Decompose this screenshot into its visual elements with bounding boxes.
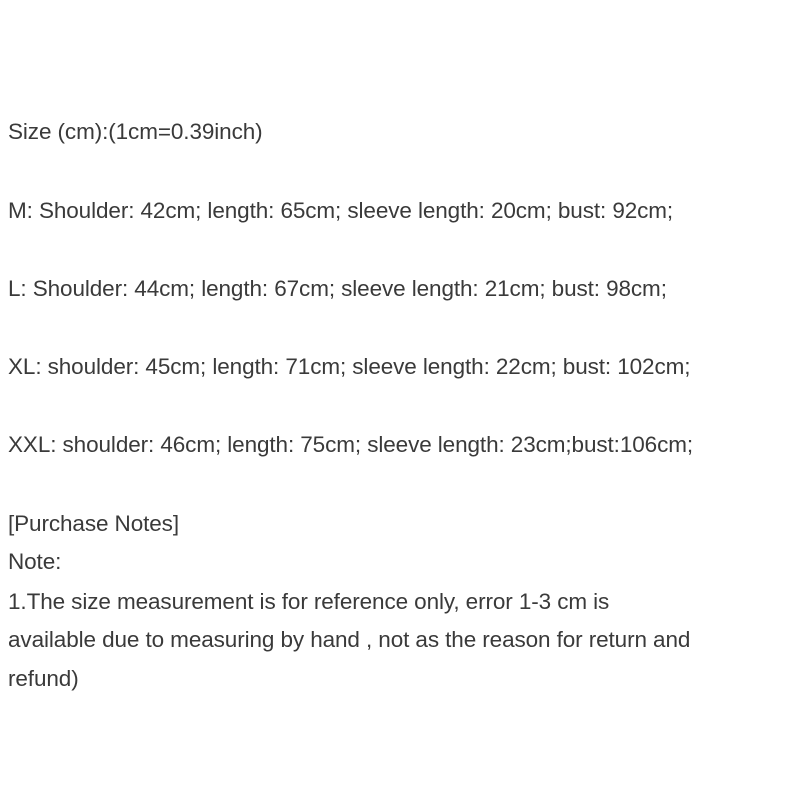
note-label: Note: — [8, 549, 62, 574]
size-heading: Size (cm):(1cm=0.39inch) — [8, 119, 263, 144]
note-line-3: refund) — [8, 666, 79, 691]
size-row-xl: XL: shoulder: 45cm; length: 71cm; sleeve length: 22cm; bust: 102cm; — [8, 354, 691, 379]
size-row-xxl: XXL: shoulder: 46cm; length: 75cm; sleeve length: 23cm;bust:106cm; — [8, 432, 694, 457]
purchase-notes-heading: [Purchase Notes] — [8, 511, 179, 536]
note-line-1: 1.The size measurement is for reference only, error 1-3 cm is — [8, 589, 610, 614]
size-row-m: M: Shoulder: 42cm; length: 65cm; sleeve length: 20cm; bust: 92cm; — [8, 198, 674, 223]
note-line-2: available due to measuring by hand , not as the reason for return and — [8, 627, 691, 652]
size-row-l: L: Shoulder: 44cm; length: 67cm; sleeve length: 21cm; bust: 98cm; — [8, 276, 667, 301]
